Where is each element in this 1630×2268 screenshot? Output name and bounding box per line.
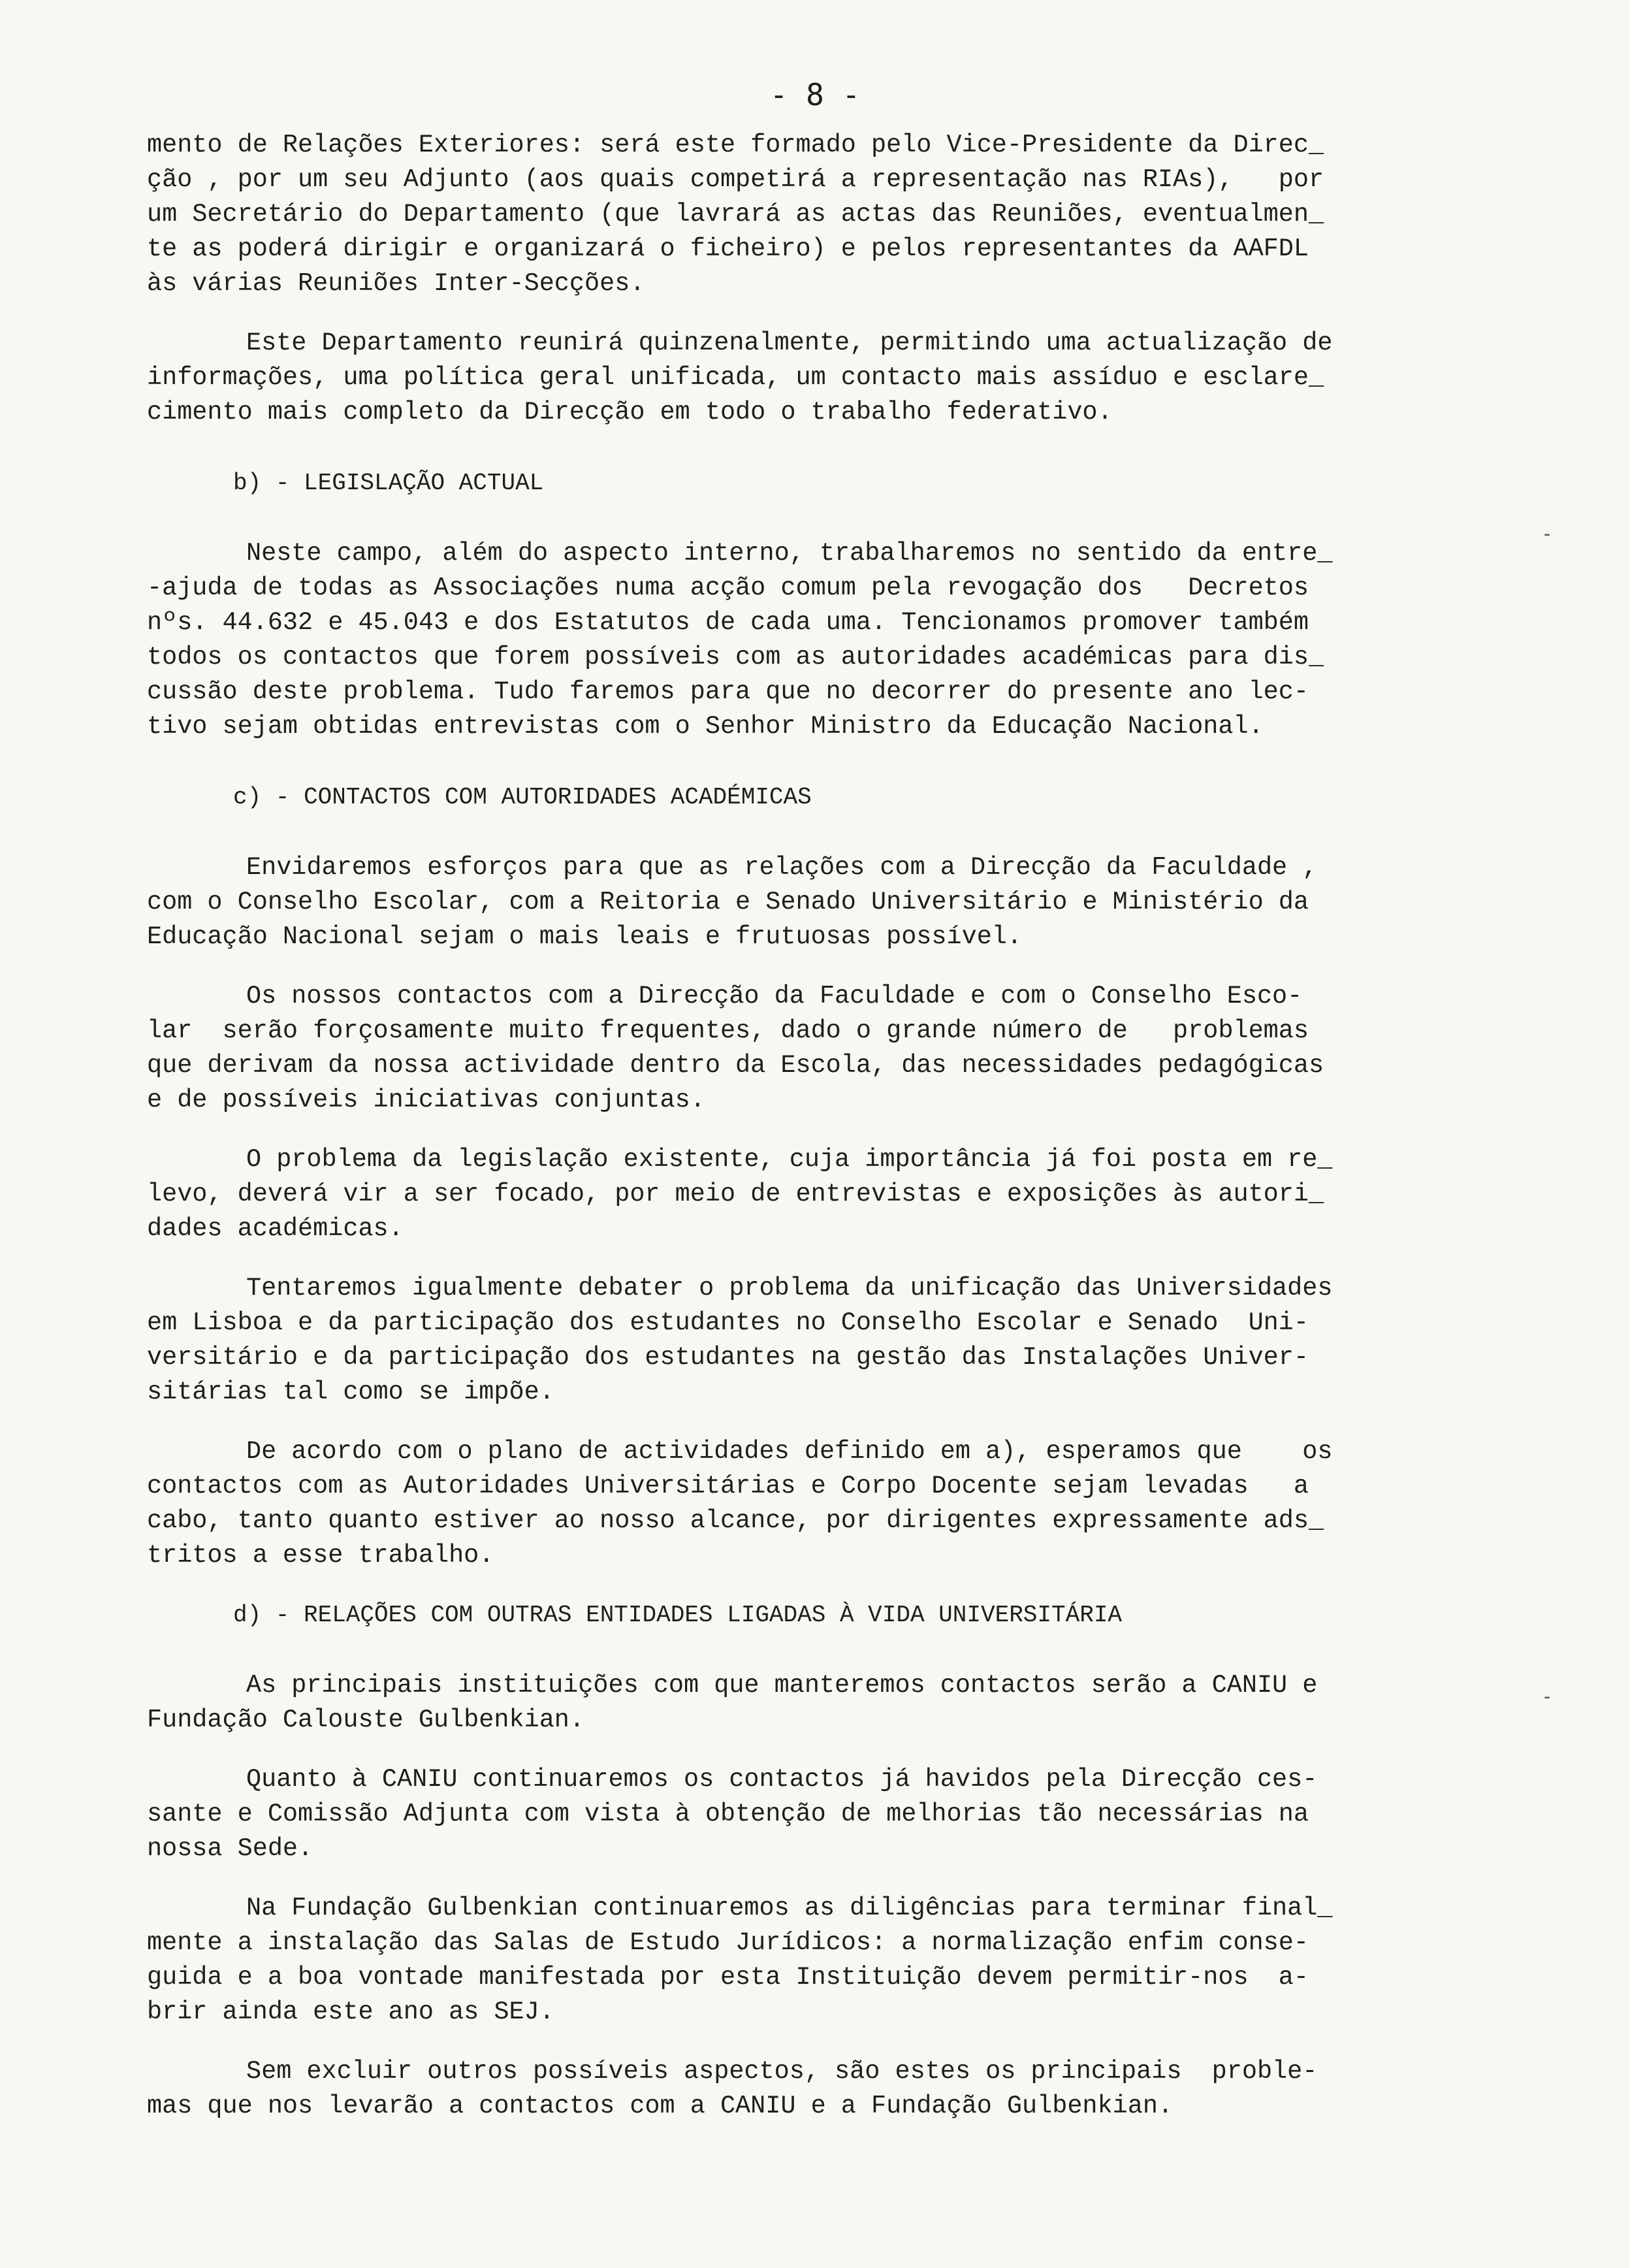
text-line: informações, uma política geral unificada, um contacto mais assíduo e esclare_: [147, 363, 1324, 392]
paragraph-gulbenkian: [147, 1891, 1427, 2030]
text-line: nºs. 44.632 e 45.043 e dos Estatutos de cada uma. Tencionamos promover também: [147, 608, 1309, 637]
paragraph-legislacao: [147, 536, 1427, 744]
paragraph-departamento-reunioes: [147, 326, 1427, 430]
text-line: -ajuda de todas as Associações numa acção comum pela revogação dos Decretos: [147, 574, 1309, 602]
document-body: [147, 128, 1427, 2124]
text-line: mas que nos levarão a contactos com a CANIU e a Fundação Gulbenkian.: [147, 2092, 1174, 2120]
text-line: Envidaremos esforços para que as relações com a Direcção da Faculdade ,: [246, 853, 1318, 882]
heading-contactos-autoridades: c) - CONTACTOS COM AUTORIDADES ACADÉMICAS: [233, 784, 812, 811]
text-line: Educação Nacional sejam o mais leais e frutuosas possível.: [147, 922, 1023, 951]
paragraph-departamento-composicao: [147, 128, 1427, 301]
text-line: em Lisboa e da participação dos estudantes no Conselho Escolar e Senado Uni-: [147, 1308, 1309, 1337]
text-line: O problema da legislação existente, cuja importância já foi posta em re_: [246, 1145, 1333, 1174]
text-line: às várias Reuniões Inter-Secções.: [147, 269, 645, 298]
margin-mark: -: [1541, 523, 1554, 545]
text-line: e de possíveis iniciativas conjuntas.: [147, 1086, 705, 1114]
text-line: Na Fundação Gulbenkian continuaremos as diligências para terminar final_: [246, 1894, 1333, 1922]
paragraph-caniu: [147, 1762, 1427, 1866]
text-line: levo, deverá vir a ser focado, por meio de entrevistas e exposições às autori_: [147, 1180, 1324, 1208]
text-line: Sem excluir outros possíveis aspectos, são estes os principais proble-: [246, 2057, 1318, 2086]
text-line: tritos a esse trabalho.: [147, 1541, 494, 1570]
page-number: - 8 -: [769, 77, 861, 112]
paragraph-plano-actividades: [147, 1434, 1427, 1573]
text-line: tivo sejam obtidas entrevistas com o Senhor Ministro da Educação Nacional.: [147, 712, 1264, 741]
text-line: mente a instalação das Salas de Estudo Jurídicos: a normalização enfim conse-: [147, 1928, 1309, 1957]
text-line: ção , por um seu Adjunto (aos quais competirá a representação nas RIAs), por: [147, 165, 1324, 194]
text-line: dades académicas.: [147, 1214, 404, 1243]
text-line: Os nossos contactos com a Direcção da Faculdade e com o Conselho Esco-: [246, 982, 1303, 1011]
text-line: De acordo com o plano de actividades definido em a), esperamos que os: [246, 1437, 1333, 1466]
text-line: sante e Comissão Adjunta com vista à obtenção de melhorias tão necessárias na: [147, 1800, 1309, 1828]
text-line: As principais instituições com que manteremos contactos serão a CANIU e: [246, 1671, 1318, 1700]
text-line: nossa Sede.: [147, 1834, 313, 1863]
text-line: mento de Relações Exteriores: será este formado pelo Vice-Presidente da Direc_: [147, 131, 1324, 159]
margin-mark: -: [1541, 1685, 1554, 1708]
text-line: que derivam da nossa actividade dentro da Escola, das necessidades pedagógicas: [147, 1051, 1324, 1080]
text-line: contactos com as Autoridades Universitárias e Corpo Docente sejam levadas a: [147, 1472, 1309, 1500]
paragraph-problema-legislacao: [147, 1142, 1427, 1246]
text-line: Este Departamento reunirá quinzenalmente, permitindo uma actualização de: [246, 329, 1333, 357]
text-line: cimento mais completo da Direcção em todo o trabalho federativo.: [147, 398, 1113, 427]
text-line: um Secretário do Departamento (que lavrará as actas das Reuniões, eventualmen_: [147, 200, 1324, 229]
text-line: Quanto à CANIU continuaremos os contactos já havidos pela Direcção ces-: [246, 1765, 1318, 1794]
heading-relacoes-entidades: d) - RELAÇÕES COM OUTRAS ENTIDADES LIGADAS À VIDA UNIVERSITÁRIA: [233, 1602, 1123, 1628]
text-line: brir ainda este ano as SEJ.: [147, 1998, 554, 2026]
text-line: lar serão forçosamente muito frequentes, dado o grande número de problemas: [147, 1016, 1309, 1045]
paragraph-contactos-faculdade: [147, 979, 1427, 1118]
paragraph-esforcos: [147, 850, 1427, 954]
heading-legislacao-actual: b) - LEGISLAÇÃO ACTUAL: [233, 470, 544, 496]
paragraph-unificacao: [147, 1271, 1427, 1410]
text-line: todos os contactos que forem possíveis com as autoridades académicas para dis_: [147, 643, 1324, 672]
section-heading-c: [147, 780, 1427, 815]
section-heading-d: [147, 1598, 1427, 1632]
text-line: versitário e da participação dos estudantes na gestão das Instalações Univer-: [147, 1343, 1309, 1372]
text-line: cabo, tanto quanto estiver ao nosso alcance, por dirigentes expressamente ads_: [147, 1506, 1324, 1535]
section-heading-b: [147, 466, 1427, 500]
text-line: Neste campo, além do aspecto interno, trabalharemos no sentido da entre_: [246, 539, 1333, 568]
text-line: sitárias tal como se impõe.: [147, 1378, 554, 1406]
text-line: guida e a boa vontade manifestada por esta Instituição devem permitir-nos a-: [147, 1963, 1309, 1992]
paragraph-instituicoes: [147, 1668, 1427, 1738]
text-line: Tentaremos igualmente debater o problema da unificação das Universidades: [246, 1274, 1333, 1303]
paragraph-conclusao: [147, 2054, 1427, 2124]
text-line: com o Conselho Escolar, com a Reitoria e Senado Universitário e Ministério da: [147, 888, 1309, 916]
text-line: te as poderá dirigir e organizará o ficheiro) e pelos representantes da AAFDL: [147, 235, 1309, 263]
text-line: cussão deste problema. Tudo faremos para que no decorrer do presente ano lec-: [147, 677, 1309, 706]
text-line: Fundação Calouste Gulbenkian.: [147, 1706, 585, 1734]
